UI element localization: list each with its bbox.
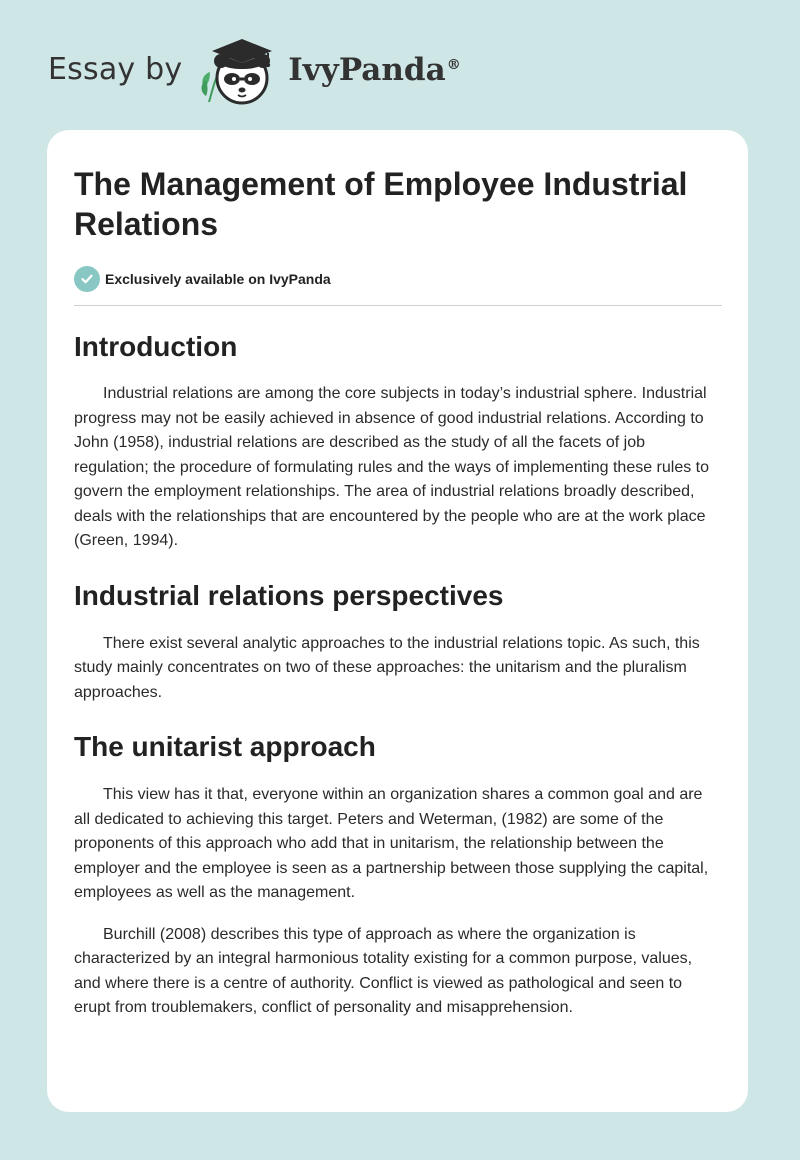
section-heading-introduction: Introduction bbox=[74, 331, 238, 362]
paragraph-perspectives: There exist several analytic approaches to the industrial relations topic. As such, this study mainly concentrates on two of these approaches: the unitarism and the pluralism approaches. bbox=[74, 634, 700, 701]
registered-mark: ® bbox=[446, 56, 461, 73]
exclusive-badge bbox=[74, 265, 722, 293]
article-card bbox=[47, 130, 748, 1112]
panda-graduate-icon bbox=[196, 34, 282, 110]
section-heading-perspectives: Industrial relations perspectives bbox=[74, 579, 504, 611]
brand-logo[interactable] bbox=[48, 34, 461, 110]
title-divider bbox=[74, 305, 722, 306]
paragraph-introduction: Industrial relations are among the core subjects in today’s industrial sphere. Industrial progress may not be easily achieved in absence of good industrial relations. According to John (1958), industrial relations are described as the study of all the facets of job regulation; the procedure of formulating rules and the ways of implementing these rules to govern the employment relationships. The area of industrial relations broadly described, deals with the relationships that are encountered by the people who are at the work place (Green, 1994). bbox=[74, 385, 710, 549]
brand-prefix: Essay by bbox=[48, 51, 183, 87]
paragraph-unitarist-2: Burchill (2008) describes this type of approach as where the organization is characterized by an integral harmonious totality existing for a common purpose, values, and where there is a centre of authority. Conflict is viewed as pathological and seen to erupt from troublemakers, conflict of personality and misapprehension. bbox=[74, 925, 693, 1016]
article-title: The Management of Employee Industrial Relations bbox=[74, 166, 688, 242]
paragraph-unitarist-1: This view has it that, everyone within an organization shares a common goal and are all dedicated to achieving this target. Peters and Weterman, (1982) are some of the proponents of this approach who add that in unitarism, the relationship between the employer and the employee is seen as a partnership between those supplying the capital, employees as well as the management. bbox=[74, 786, 709, 901]
exclusive-label: Exclusively available on IvyPanda bbox=[105, 271, 331, 287]
check-circle-icon bbox=[74, 266, 100, 292]
brand-name: IvyPanda® bbox=[288, 52, 461, 88]
section-heading-unitarist: The unitarist approach bbox=[74, 731, 376, 762]
